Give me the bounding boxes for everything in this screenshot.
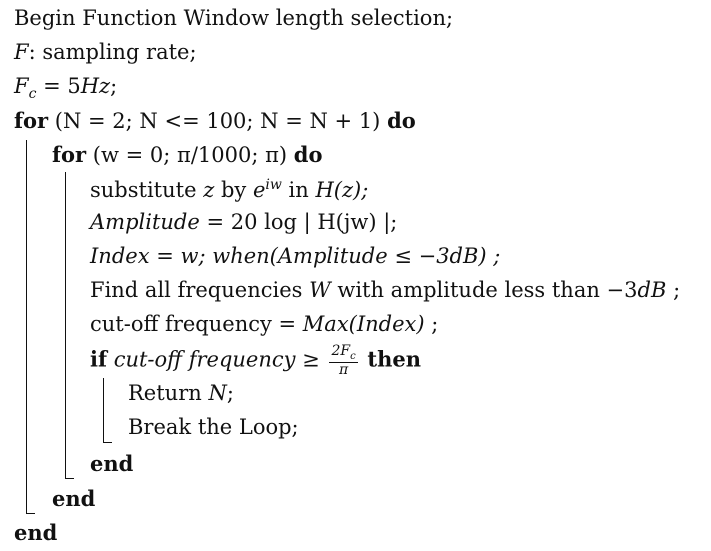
line-sampling-rate <box>14 42 197 63</box>
line-inner-for <box>52 144 322 166</box>
outer-loop-bar <box>26 140 27 513</box>
text: Find all frequencies <box>90 278 310 302</box>
line-amplitude <box>90 212 397 233</box>
text: cut-off frequency = <box>90 312 303 336</box>
line-if <box>90 344 421 378</box>
var-index: Index <box>90 244 150 268</box>
sampling-rate-text: : sampling rate; <box>28 40 197 64</box>
fraction-subscript: c <box>350 350 356 362</box>
text: ; <box>666 278 681 302</box>
fraction-denominator: π <box>338 362 349 379</box>
keyword-for: for <box>14 108 49 133</box>
inner-for-condition: (w = 0; π/1000; π) <box>92 143 288 167</box>
line-break: Break the Loop; <box>128 415 299 439</box>
keyword-then: then <box>367 346 421 372</box>
text: with amplitude less than −3 <box>330 278 638 302</box>
text: ; <box>424 312 439 336</box>
end-inner-for: end <box>52 486 96 511</box>
max-index: Max(Index) <box>302 312 425 336</box>
var-hz: H(z); <box>315 178 369 202</box>
end-outer-for: end <box>14 520 58 545</box>
fraction-numerator: 2F <box>331 343 351 359</box>
keyword-do: do <box>293 142 323 167</box>
text: substitute <box>90 178 204 202</box>
var-n: N <box>208 381 227 405</box>
end-if: end <box>90 451 134 476</box>
text: in <box>281 178 316 202</box>
unit-db: dB <box>637 278 667 302</box>
line-outer-for <box>14 110 416 132</box>
text: ; <box>226 381 234 405</box>
line-begin-function: Begin Function Window length selection; <box>14 6 454 30</box>
if-condition: cut-off frequency ≥ <box>107 347 327 372</box>
text: Return <box>128 381 209 405</box>
index-expr: = w; when(Amplitude ≤ −3dB) ; <box>149 244 501 268</box>
line-find-frequencies <box>90 280 680 301</box>
var-e: e <box>252 178 266 202</box>
outer-for-condition: (N = 2; N <= 100; N = N + 1) <box>54 109 381 133</box>
line-index <box>90 246 500 267</box>
line-cutoff-constant: $F_c = 5Hz$; <box>14 74 118 103</box>
exponent: iw <box>265 177 282 193</box>
var-amplitude: Amplitude <box>90 210 200 234</box>
line-return <box>128 383 234 404</box>
if-block-bar <box>103 378 104 442</box>
var-f: F <box>14 40 29 64</box>
amplitude-expr: = 20 log | H(jw) |; <box>199 210 398 234</box>
inner-loop-bar <box>65 172 66 478</box>
keyword-if: if <box>90 346 108 372</box>
keyword-do: do <box>387 108 416 133</box>
text: by <box>214 178 253 202</box>
line-cutoff-frequency <box>90 314 438 335</box>
var-z: z <box>203 178 215 202</box>
line-substitute <box>90 178 368 201</box>
var-w: W <box>309 278 331 302</box>
if-block-bar-foot <box>103 442 112 443</box>
inner-loop-bar-foot <box>65 478 74 479</box>
fraction <box>329 344 357 378</box>
outer-loop-bar-foot <box>26 513 35 514</box>
keyword-for: for <box>52 142 87 167</box>
